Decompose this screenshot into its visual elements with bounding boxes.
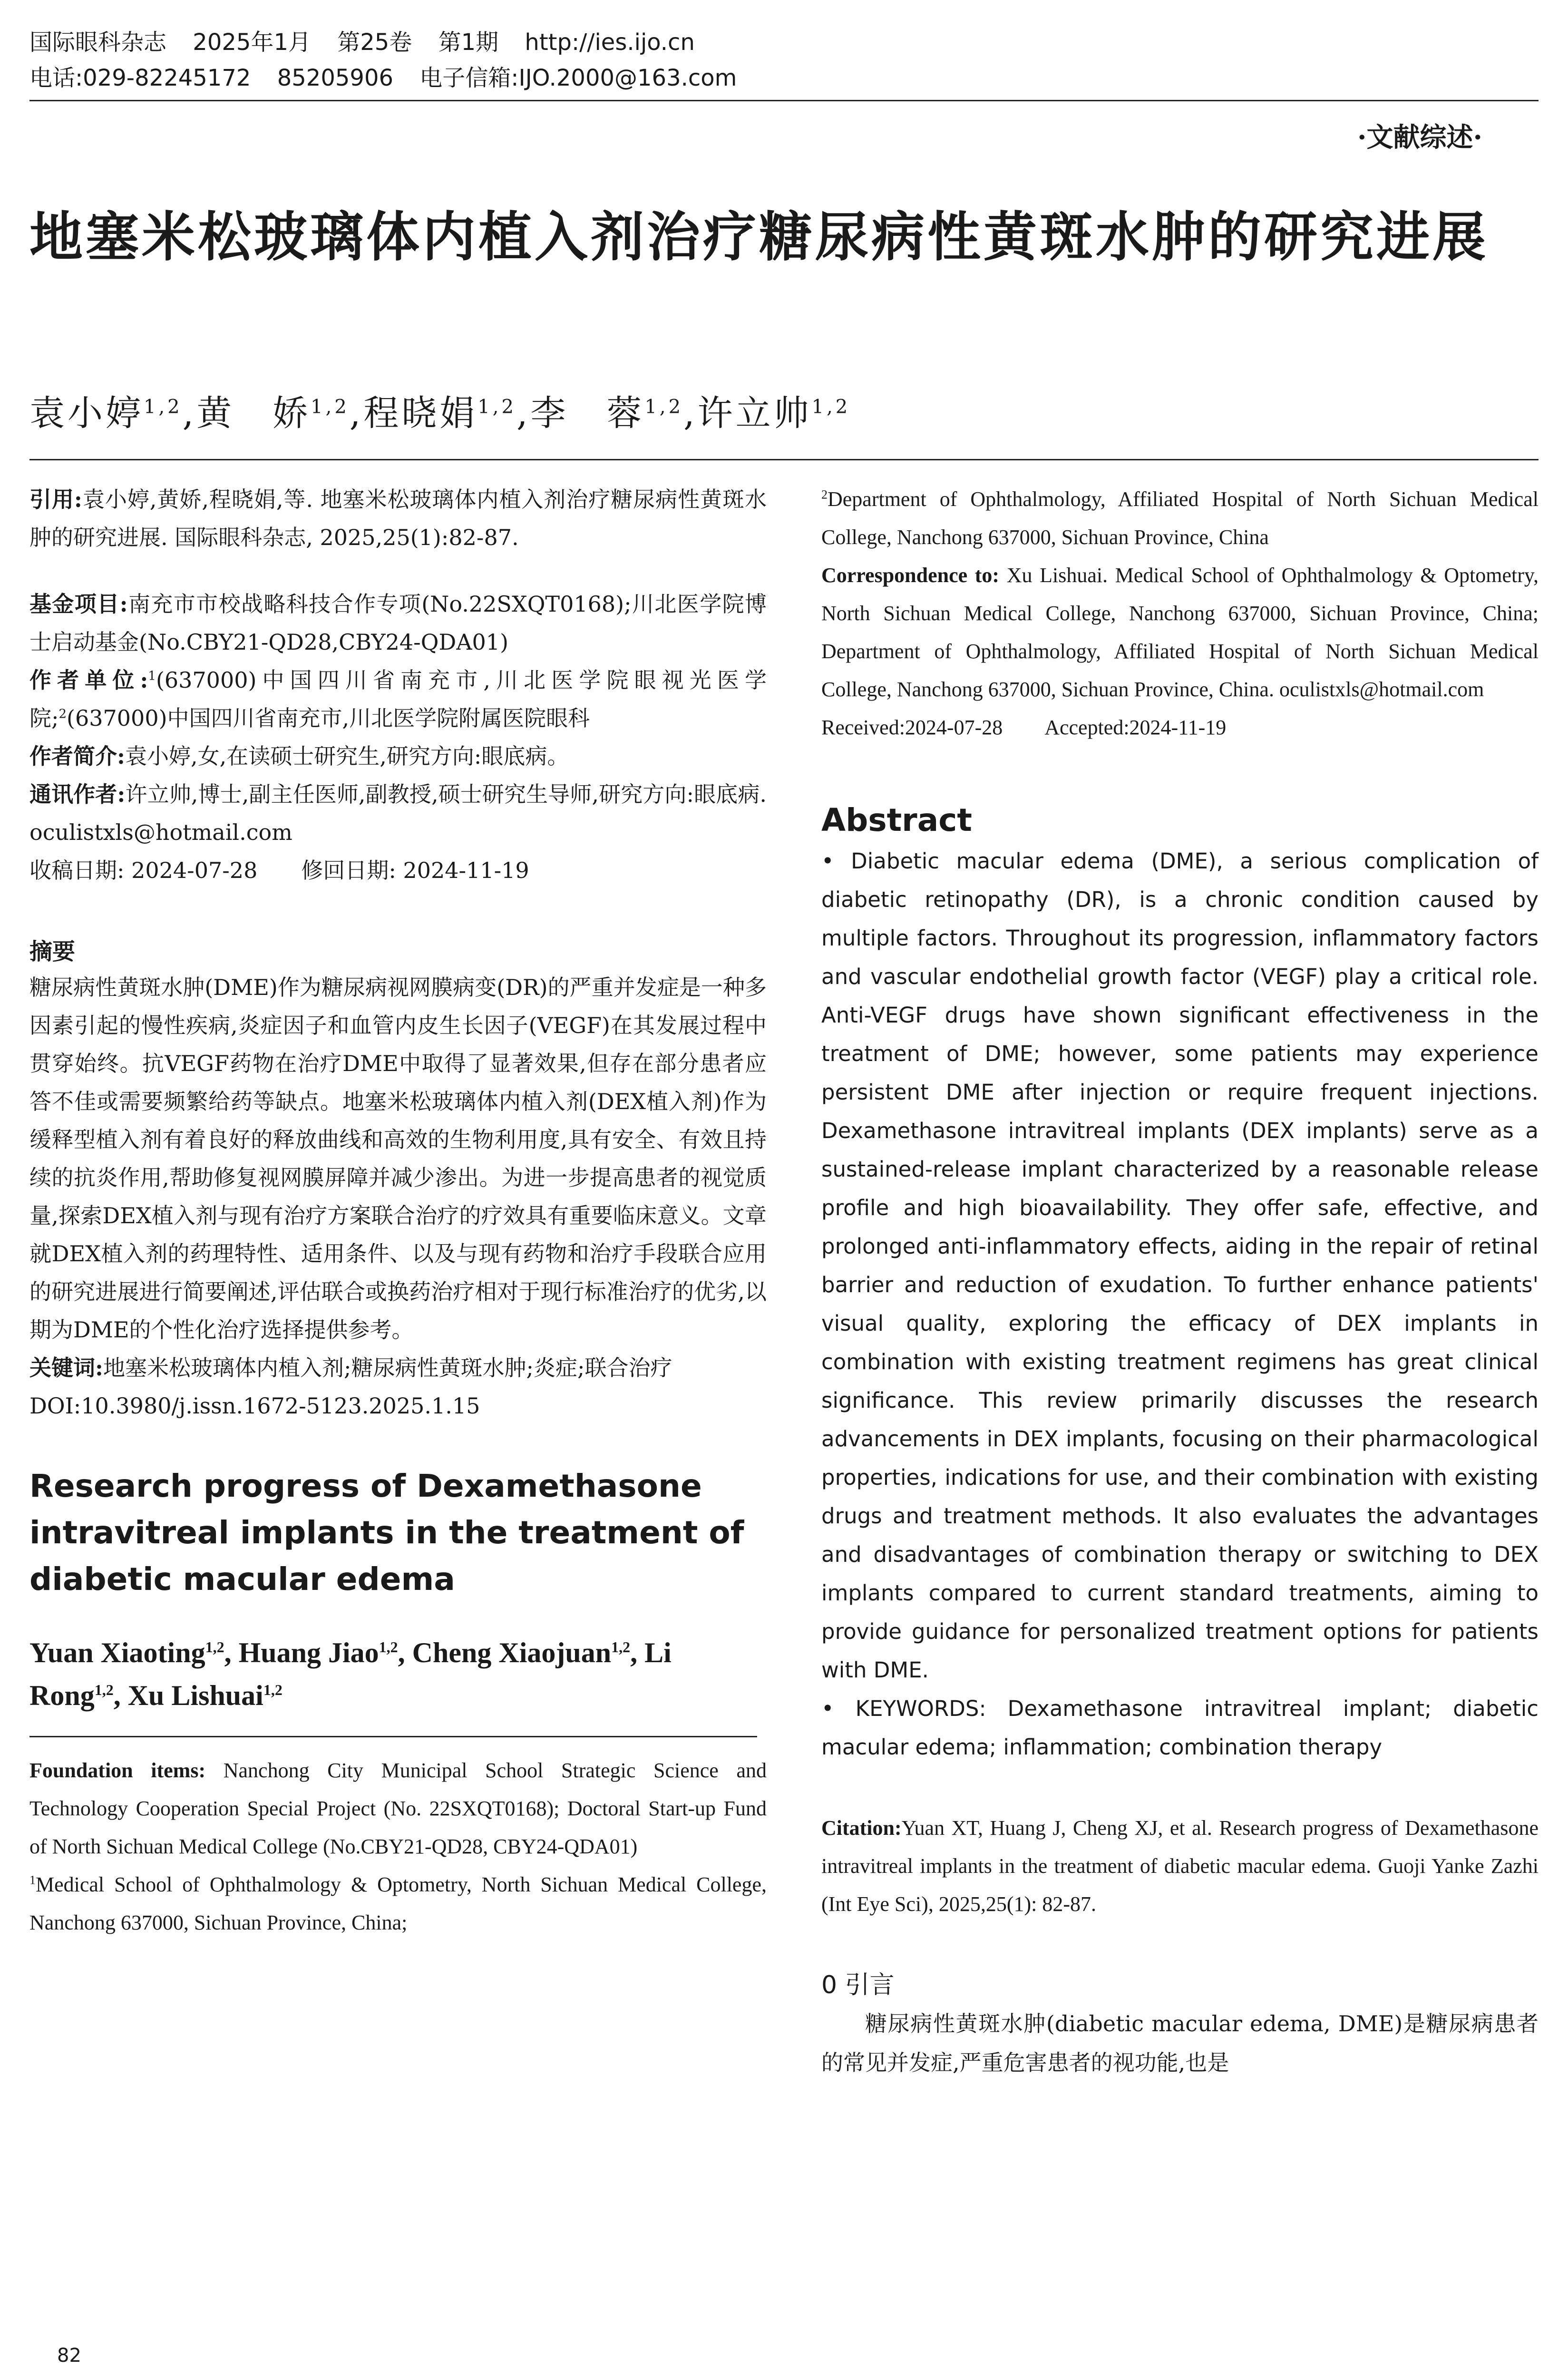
abstract-heading-en: Abstract (821, 802, 972, 838)
doi[interactable]: DOI:10.3980/j.issn.1672-5123.2025.1.15 (29, 1393, 480, 1419)
dates-cn: 收稿日期: 2024-07-28 修回日期: 2024-11-19 (29, 857, 529, 883)
author-en: Yuan Xiaoting$^{1,2}$ (29, 1637, 224, 1668)
author-cn: 程晓娟$^{1,2}$ (363, 393, 516, 434)
affiliation-1: $^1$Medical School of Ophthalmology & Optometry, North Sichuan Medical College, Nanchong 637000, Sichuan Province, China; (29, 1873, 767, 1934)
page-number: 82 (57, 2345, 81, 2367)
corresponding-author: 通讯作者:许立帅,博士,副主任医师,副教授,硕士研究生导师,研究方向:眼底病. oculistxls@hotmail.com (29, 781, 767, 845)
abstract-heading-cn: 摘要 (29, 938, 76, 965)
right-column (821, 480, 1539, 2082)
issue-number: 第1期 (438, 29, 499, 56)
author-en: Li Rong$^{1,2}$ (29, 1637, 672, 1711)
volume: 第25卷 (337, 29, 412, 56)
keywords-en: • KEYWORDS: Dexamethasone intravitreal implant; diabetic macular edema; inflammation; combination therapy (821, 1696, 1539, 1760)
abstract-en: • Diabetic macular edema (DME), a serious complication of diabetic retinopathy (DR), is a chronic condition caused by multiple factors. Throughout its progression, inflammatory factors and vascular endothelial growth factor (VEGF) play a critical role. Anti-VEGF drugs have shown significant effectiveness in the treatment of DME; however, some patients may experience persistent DME after injection or require frequent injections. Dexamethasone intravitreal implants (DEX implants) serve as a sustained-release implant characterized by a reasonable release profile and high bioavailability. They offer safe, effective, and prolonged anti-inflammatory effects, aiding in the repair of retinal barrier and reduction of exudation. To further enhance patients' visual quality, exploring the efficacy of DEX implants in combination with existing treatment regimens has great clinical significance. This review primarily discusses the research advancements in DEX implants, focusing on their pharmacological properties, indications for use, and their combination with existing drugs and treatment methods. It also evaluates the advantages and disadvantages of combination therapy or switching to DEX implants compared to current standard treatments, aiming to provide guidance for personalized treatment options for patients with DME. (821, 848, 1539, 1683)
author-en: Huang Jiao$^{1,2}$ (238, 1637, 398, 1668)
affiliation-2: $^2$Department of Ophthalmology, Affiliated Hospital of North Sichuan Medical College, Nanchong 637000, Sichuan Province, China (821, 487, 1539, 549)
left-column (29, 480, 767, 1942)
journal-name: 国际眼科杂志 (29, 29, 167, 56)
phone: 电话:029-82245172 (29, 65, 251, 91)
article-title-en: Research progress of Dexamethasone intravitreal implants in the treatment of diabetic macular edema (29, 1468, 744, 1598)
running-header (29, 25, 756, 96)
author-units: 作者单位:$^1$(637000)中国四川省南充市,川北医学院眼视光医学院;$^2$(637000)中国四川省南充市,川北医学院附属医院眼科 (29, 667, 767, 731)
correspondence-en: Correspondence to: Xu Lishuai. Medical School of Ophthalmology & Optometry, North Sichuan Medical College, Nanchong 637000, Sichuan Province, China; Department of Ophthalmology, Affiliated Hospital of North Sichuan Medical College, Nanchong 637000, Sichuan Province, China. oculistxls@hotmail.com (821, 564, 1539, 701)
intro-heading: 0 引言 (821, 1971, 895, 1999)
issue-date: 2025年1月 (193, 29, 311, 56)
author-cn: 黄 娇$^{1,2}$ (196, 393, 350, 434)
authors-rule (29, 459, 1539, 460)
author-cn: 袁小婷$^{1,2}$ (29, 393, 183, 434)
keywords-cn: 关键词:地塞米松玻璃体内植入剂;糖尿病性黄斑水肿;炎症;联合治疗 (29, 1355, 672, 1381)
intro-text: 糖尿病性黄斑水肿(diabetic macular edema, DME)是糖尿病患者的常见并发症,严重危害患者的视功能,也是 (821, 2011, 1539, 2075)
authors-en: Yuan Xiaoting$^{1,2}$, Huang Jiao$^{1,2}$, Cheng Xiaojuan$^{1,2}$, Li Rong$^{1,2}$, Xu Lishuai$^{1,2}$ (29, 1637, 672, 1711)
article-title-cn: 地塞米松玻璃体内植入剂治疗糖尿病性黄斑水肿的研究进展 (29, 206, 1489, 268)
dates-en: Received:2024-07-28 Accepted:2024-11-19 (821, 716, 1227, 739)
author-en: Cheng Xiaojuan$^{1,2}$ (412, 1637, 631, 1668)
phone-2: 85205906 (277, 65, 394, 91)
author-cn: 李 蓉$^{1,2}$ (530, 393, 684, 434)
header-line-2 (29, 60, 756, 96)
fund-info: 基金项目:南充市市校战略科技合作专项(No.22SXQT0168);川北医学院博士启动基金(No.CBY21-QD28,CBY24-QDA01) (29, 591, 767, 655)
author-en: Xu Lishuai$^{1,2}$ (127, 1680, 282, 1711)
header-line-1 (29, 25, 756, 60)
journal-url[interactable]: http://ies.ijo.cn (525, 29, 695, 56)
author-cn: 许立帅$^{1,2}$ (697, 393, 851, 434)
abstract-cn: 糖尿病性黄斑水肿(DME)作为糖尿病视网膜病变(DR)的严重并发症是一种多因素引起的慢性疾病,炎症因子和血管内皮生长因子(VEGF)在其发展过程中贯穿始终。抗VEGF药物在治疗DME中取得了显著效果,但存在部分患者应答不佳或需要频繁给药等缺点。地塞米松玻璃体内植入剂(DEX植入剂)作为缓释型植入剂有着良好的释放曲线和高效的生物利用度,具有安全、有效且持续的抗炎作用,帮助修复视网膜屏障并减少渗出。为进一步提高患者的视觉质量,探索DEX植入剂与现有治疗方案联合治疗的疗效具有重要临床意义。文章就DEX植入剂的药理特性、适用条件、以及与现有药物和治疗手段联合应用的研究进展进行简要阐述,评估联合或换药治疗相对于现行标准治疗的优劣,以期为DME的个性化治疗选择提供参考。 (29, 974, 767, 1343)
email[interactable]: 电子信箱:IJO.2000@163.com (419, 65, 737, 91)
section-label: ·文献综述· (1357, 122, 1482, 153)
left-rule (29, 1736, 757, 1737)
header-rule (29, 100, 1539, 101)
foundation-items: Foundation items: Nanchong City Municipal School Strategic Science and Technology Cooperation Special Project (No. 22SXQT0168); Doctoral Start-up Fund of North Sichuan Medical College (No.CBY21-QD28, CBY24-QDA01) (29, 1759, 767, 1858)
authors-cn: 袁小婷$^{1,2}$,黄 娇$^{1,2}$,程晓娟$^{1,2}$,李 蓉$^{1,2}$,许立帅$^{1,2}$ (29, 393, 851, 434)
citation-en: Citation:Yuan XT, Huang J, Cheng XJ, et al. Research progress of Dexamethasone intravitreal implants in the treatment of diabetic macular edema. Guoji Yanke Zazhi (Int Eye Sci), 2025,25(1): 82-87. (821, 1816, 1539, 1916)
citation-cn: 引用:袁小婷,黄娇,程晓娟,等. 地塞米松玻璃体内植入剂治疗糖尿病性黄斑水肿的研究进展. 国际眼科杂志, 2025,25(1):82-87. (29, 487, 767, 550)
author-intro: 作者简介:袁小婷,女,在读硕士研究生,研究方向:眼底病。 (29, 743, 569, 769)
